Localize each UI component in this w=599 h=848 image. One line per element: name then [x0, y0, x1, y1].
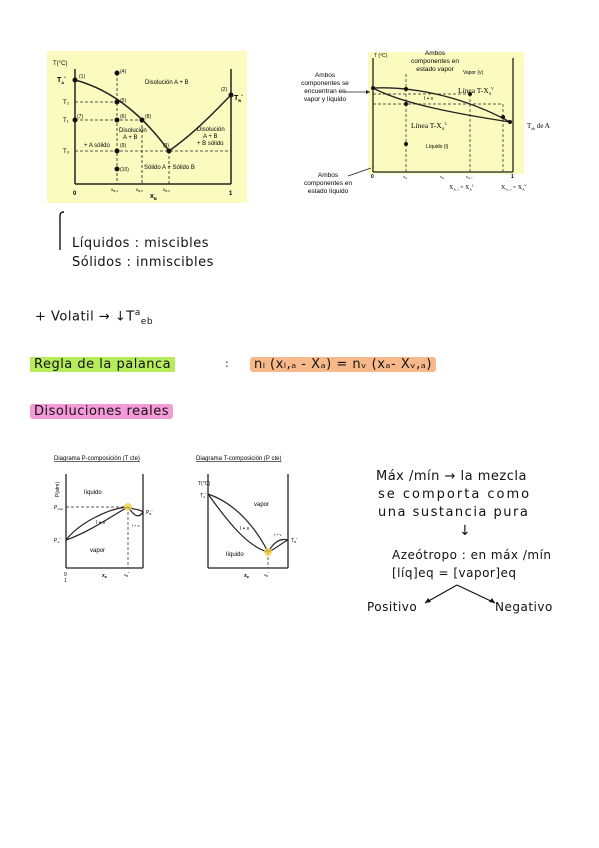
tick-1: 1 [511, 174, 514, 180]
point-ta [371, 86, 375, 90]
note-formula: nₗ (xₗ,ₐ - Xₐ) = nᵥ (xₐ- Xᵥ,ₐ) [250, 357, 436, 372]
svg-text:componentes en: componentes en [303, 180, 353, 187]
y-axis-label: T(°C) [53, 61, 68, 67]
liquid-line-label: Línea $T-X_A^L$ [411, 121, 447, 131]
teb-label: $T_{eb}$ de A [527, 122, 550, 131]
note-disoluciones: Disoluciones reales [30, 404, 173, 419]
tick-xb4: $x_{B,4}$ [111, 187, 118, 193]
bracket [54, 210, 68, 254]
xb-star-label: $x_B^*$ [264, 571, 270, 578]
label-p8: (8) [145, 114, 152, 120]
region-vapor: vapor [90, 548, 106, 554]
eq-right: $X_{A, v} = X_A^V$ [501, 183, 527, 192]
region-lv-right: l + v [274, 532, 282, 537]
point-3 [167, 149, 172, 154]
x-axis-label: $x_B$ [102, 573, 107, 579]
vapor-line-label: Línea $T-X_A^V$ [458, 86, 494, 96]
region-vapor: vapor [254, 502, 270, 508]
pb-label: $P_B^*$ [146, 509, 153, 516]
svg-text:vapor y líquido: vapor y líquido [303, 96, 347, 103]
ta-label: $T_A^*$ [57, 75, 66, 85]
point-tb [508, 120, 512, 124]
region-left-solid: + A sólido [84, 143, 110, 149]
azeotrope-point [124, 503, 132, 511]
region-solid: Sólido A + Sólido B [144, 165, 195, 171]
tick-xa: $x_A$ [440, 174, 445, 180]
ta-label: $T_A^*$ [200, 492, 207, 499]
diagram-t-composition [188, 452, 308, 587]
point-4 [115, 71, 120, 76]
svg-text:estado vapor: estado vapor [416, 66, 454, 73]
phase-diagram-liquid-vapor [298, 44, 563, 204]
t1-label: T₁ [63, 118, 69, 124]
label-p9: (9) [120, 143, 127, 149]
region-liquid: líquido [84, 490, 102, 496]
tick-xb6: $x_{B,3}$ [163, 187, 170, 193]
region-left-line2: A + B [123, 135, 138, 141]
region-left-line1: Disolución [119, 128, 147, 134]
label-p5: (5) [120, 98, 127, 104]
y-axis-label: T(°C) [198, 481, 210, 487]
note-regla: Regla de la palanca [30, 357, 175, 372]
label-p7: (7) [77, 114, 84, 120]
region-lv: l + v [96, 520, 106, 526]
note-eq: [líq]eq = [vapor]eq [392, 566, 517, 580]
tick-0: 0 [73, 191, 77, 197]
point-4 [501, 115, 505, 119]
region-right-line2: A + B [203, 134, 218, 140]
annotation-liquid [304, 172, 352, 195]
point-2 [404, 87, 408, 91]
branch-arrows [415, 583, 505, 608]
label-p6: (6) [120, 114, 127, 120]
tick-xal: $x_{A, l}$ [466, 174, 473, 180]
svg-text:componentes en: componentes en [410, 58, 460, 65]
y-axis-label: P(atm) [55, 482, 61, 497]
note-azeotropo: Azeótropo : en máx /mín [392, 548, 552, 562]
point-3 [404, 102, 408, 106]
annotation-mixed [301, 72, 349, 103]
xb-star-label: $x_B^*$ [124, 571, 130, 578]
x-axis-label: $x_B$ [244, 573, 249, 579]
point-10 [115, 167, 120, 172]
label-p2: (2) [221, 87, 228, 93]
dew-curve [208, 494, 288, 552]
note-solidos: Sólidos : inmiscibles [72, 255, 214, 270]
svg-text:Ambos: Ambos [314, 72, 336, 79]
azeotrope-point [264, 548, 272, 556]
point-1 [73, 78, 78, 83]
label-p4: (4) [120, 69, 127, 75]
eq-left: $X_{A, l} = X_A^L$ [449, 183, 474, 192]
phase-diagram-solid-liquid [47, 51, 247, 203]
lv-label: l + v [424, 96, 434, 102]
t2-label: T₂ [63, 100, 69, 106]
pa-label: $P_A^*$ [54, 537, 61, 544]
svg-text:Ambos: Ambos [424, 50, 446, 57]
region-right-line3: + B sólido [197, 141, 224, 147]
note-max-min: Máx /mín → la mezcla [376, 469, 527, 484]
arrow-down-icon: ↓ [459, 523, 472, 539]
point-5 [115, 100, 120, 105]
point-1 [404, 142, 408, 146]
point-8 [140, 118, 145, 123]
label-p10: (10) [120, 167, 129, 173]
note-negativo: Negativo [495, 600, 553, 614]
tick-xb5: $x_{B,6}$ [136, 187, 143, 193]
tick-xa0: $x_A$ [403, 174, 408, 180]
svg-text:encuentran en: encuentran en [304, 88, 346, 95]
tick-0: 0 [64, 572, 67, 578]
tick-1: 1 [229, 191, 233, 197]
point-9 [115, 149, 120, 154]
region-liquid: líquido [226, 552, 244, 558]
title-t: Diagrama T-composición (P cte) [196, 456, 282, 462]
region-lv: l + v [240, 526, 250, 532]
svg-text:componentes se: componentes se [301, 80, 349, 87]
svg-text:estado líquido: estado líquido [307, 188, 349, 195]
point-2 [229, 93, 234, 98]
note-una: una sustancia pura [378, 505, 530, 520]
note-colon: : [225, 357, 230, 370]
vapor-label: Vapor (v) [463, 70, 484, 76]
pmax-label: $P_{max}$ [54, 505, 64, 511]
arrow-liquid [348, 168, 371, 176]
title-p: Diagrama P-composición (T cte) [54, 456, 140, 462]
label-p3: (3) [163, 143, 170, 149]
region-right-line1: Disolución [197, 127, 225, 133]
region-lv-right: l + v [132, 523, 140, 528]
note-positivo: Positivo [367, 600, 418, 614]
liquid-label: Líquido (l) [426, 144, 449, 150]
tb-label: $T_B^*$ [234, 93, 243, 103]
note-liquidos: Líquidos : miscibles [72, 236, 210, 251]
point-6 [115, 118, 120, 123]
note-se-comporta: se comporta como [378, 487, 532, 502]
tb-label: $T_B^*$ [291, 537, 298, 544]
tick-0: 0 [371, 174, 374, 180]
svg-text:Ambos: Ambos [317, 172, 339, 179]
tick-1: 1 [64, 578, 67, 584]
diagram-p-composition [40, 452, 160, 587]
region-liquid: Disolución A + B [145, 80, 189, 86]
t3-label: T₃ [63, 149, 70, 155]
x-axis-label: $x_B$ [150, 193, 157, 201]
label-p1: (1) [79, 74, 86, 80]
note-volatil: + Volatil → $↓T^a_{eb}$ [35, 308, 154, 327]
y-axis-label: T (ºC) [374, 53, 388, 59]
